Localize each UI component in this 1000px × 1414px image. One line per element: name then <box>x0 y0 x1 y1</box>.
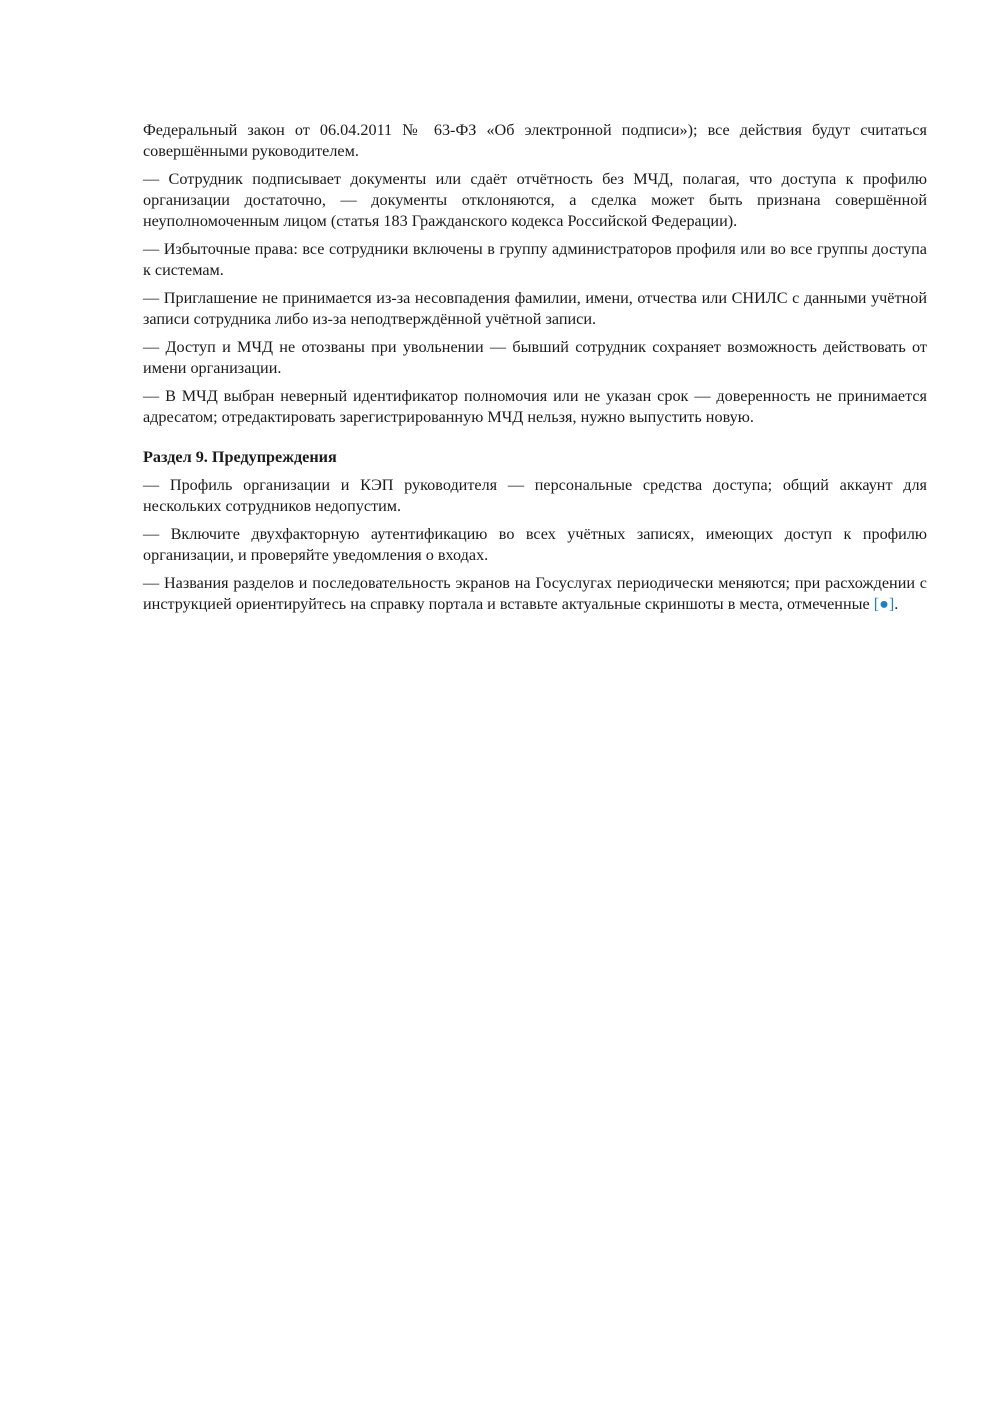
paragraph-excess-rights: — Избыточные права: все сотрудники включены в группу администраторов профиля или во все группы доступа к системам. <box>143 240 927 279</box>
paragraph-no-mchd: — Сотрудник подписывает документы или сдаёт отчётность без МЧД, полагая, что доступа к профилю организации достаточно, — документы отклоняются, а сделка может быть признана совершённой неуполномоченным лицом (статья 183 Гражданского кодекса Российской Федерации). <box>143 170 927 230</box>
paragraph-law-continuation: Федеральный закон от 06.04.2011 № 63-ФЗ «Об электронной подписи»); все действия будут считаться совершёнными руководителем. <box>143 121 927 160</box>
paragraph-wrong-authority-id: — В МЧД выбран неверный идентификатор полномочия или не указан срок — доверенность не принимается адресатом; отредактировать зарегистрированную МЧД нельзя, нужно выпустить новую. <box>143 387 927 426</box>
paragraph-access-not-revoked: — Доступ и МЧД не отозваны при увольнении — бывший сотрудник сохраняет возможность действовать от имени организации. <box>143 338 927 377</box>
paragraph-two-factor: — Включите двухфакторную аутентификацию во всех учётных записях, имеющих доступ к профилю организации, и проверяйте уведомления о входах. <box>143 525 927 564</box>
section-9-heading: Раздел 9. Предупреждения <box>143 448 337 466</box>
paragraph-end-period: . <box>894 595 899 613</box>
screenshot-placeholder-marker: [●] <box>873 595 895 613</box>
paragraph-screens-change-text: — Названия разделов и последовательность экранов на Госуслугах периодически меняются; при расхождении с инструкцией ориентируйтесь на справку портала и вставьте актуальные скриншоты в места, отмеченные <box>143 574 927 613</box>
paragraph-screens-change <box>143 573 927 615</box>
paragraph-invitation-rejected: — Приглашение не принимается из-за несовпадения фамилии, имени, отчества или СНИЛС с данными учётной записи сотрудника либо из-за неподтверждённой учётной записи. <box>143 289 927 328</box>
paragraph-personal-access: — Профиль организации и КЭП руководителя — персональные средства доступа; общий аккаунт для нескольких сотрудников недопустим. <box>143 476 927 515</box>
document-page <box>143 120 927 622</box>
